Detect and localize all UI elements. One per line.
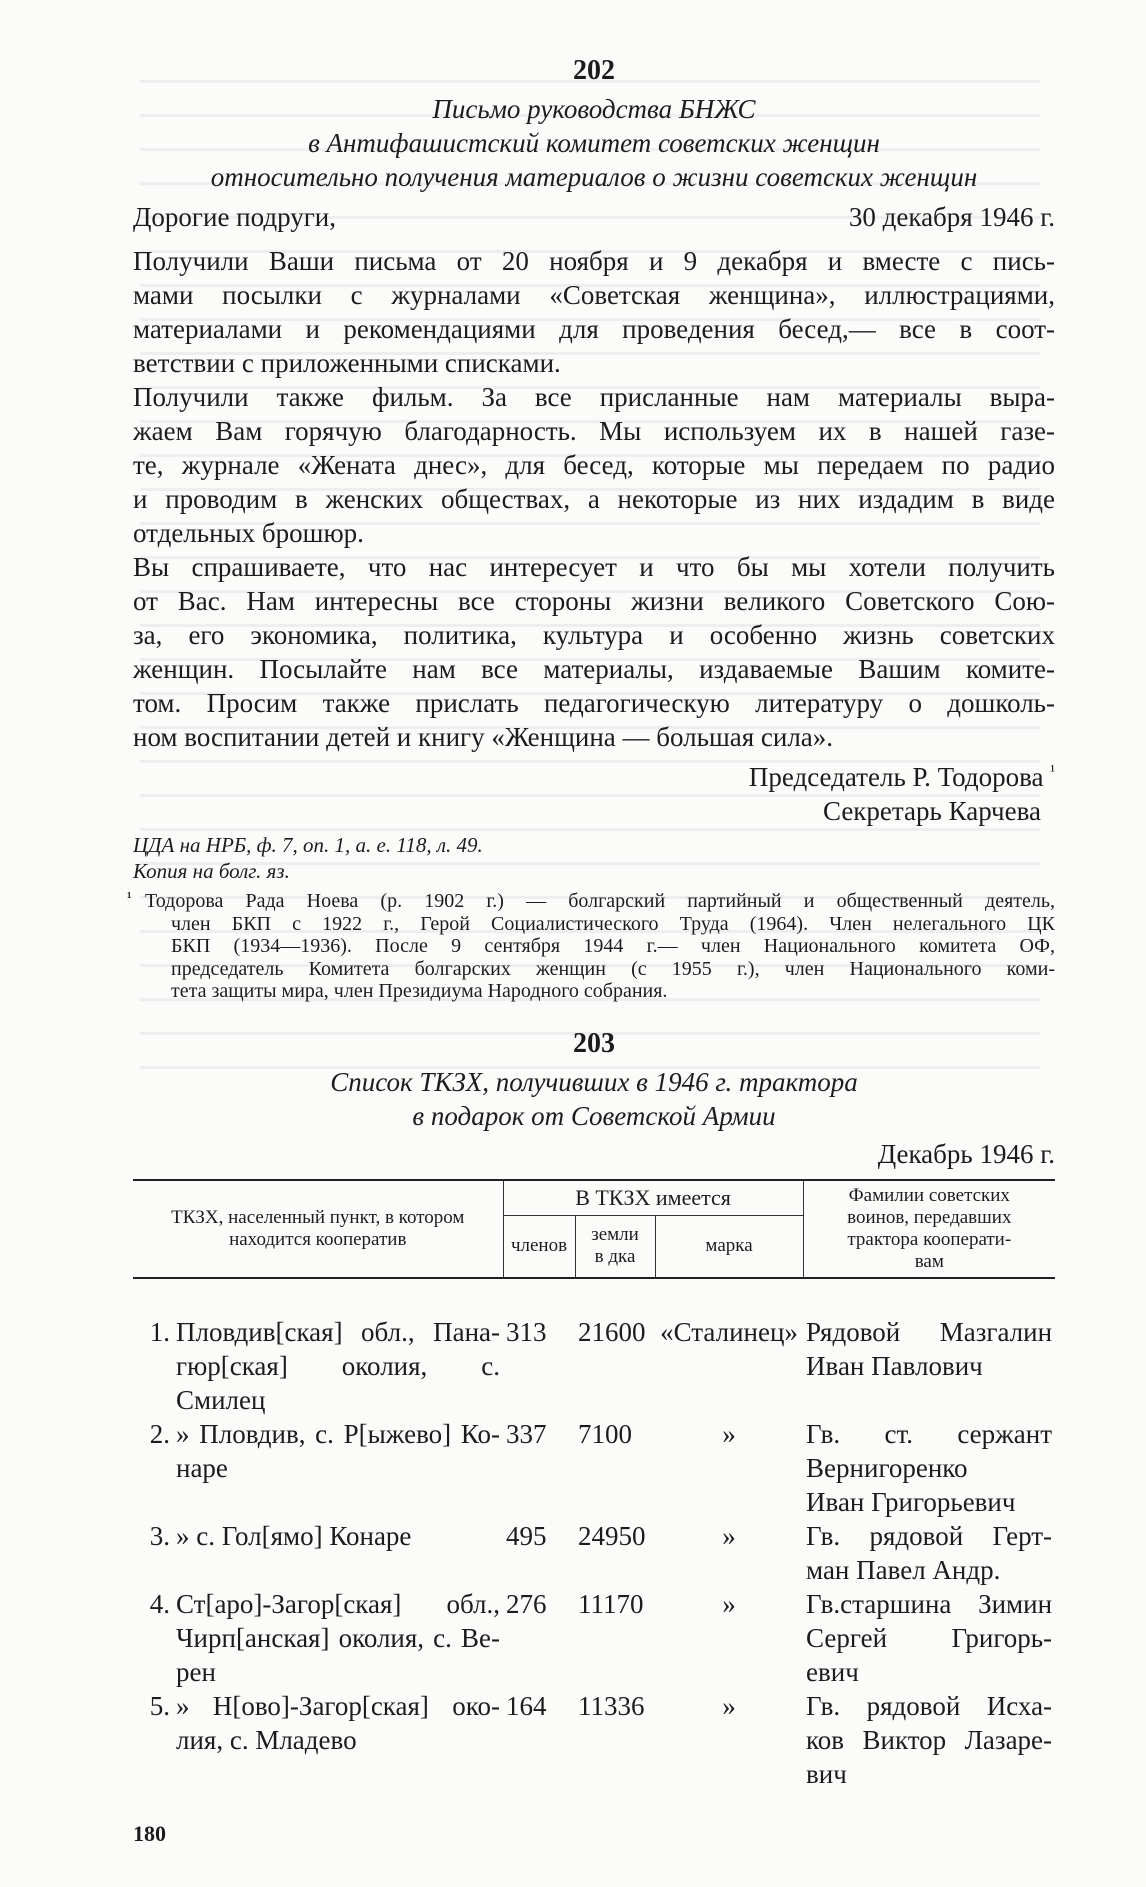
cell-land: 7100	[578, 1418, 633, 1449]
cell-brand: »	[722, 1418, 736, 1449]
cell-place	[173, 1278, 503, 1417]
header-place: ТКЗХ, населенный пункт, в котором находится кооператив	[171, 1206, 465, 1250]
cell-land: 21600	[578, 1316, 646, 1347]
soldier-line: Гв. ст. сержант	[806, 1418, 1053, 1449]
row-number: 2.	[149, 1418, 170, 1449]
paragraph-line: том. Просим также прислать педагогическую литературу о дошколь-	[133, 688, 1055, 718]
cell-land: 11336	[578, 1690, 645, 1721]
table-row	[133, 1587, 1055, 1689]
paragraph-line: за, его экономика, политика, культура и особенно жизнь советских	[133, 620, 1055, 650]
paragraph-line: Получили также фильм. За все присланные нам материалы выра-	[133, 382, 1055, 412]
signatures	[133, 760, 1055, 828]
title-line: в подарок от Советской Армии	[412, 1100, 776, 1131]
place-line: Ст[аро]-Загор[ская] обл.,	[176, 1588, 501, 1619]
footnote-line: Тодорова Рада Ноева (р. 1902 г.) — болгарский партийный и общественный деятель,	[145, 890, 1055, 912]
footnote	[127, 890, 1055, 1003]
row-number: 5.	[149, 1690, 170, 1721]
document-title	[133, 1065, 1055, 1133]
cell-land: 11170	[578, 1588, 644, 1619]
soldier-line: Иван Павлович	[806, 1350, 983, 1381]
footnote-line: председатель Комитета болгарских женщин (с 1955 г.), член Национального коми-	[171, 957, 1055, 980]
paragraph-line: от Вас. Нам интересны все стороны жизни великого Советского Сою-	[133, 586, 1055, 616]
cell-soldier	[803, 1278, 1055, 1417]
cell-members: 164	[506, 1690, 547, 1721]
cell-members: 313	[506, 1316, 547, 1347]
title-line: относительно получения материалов о жизни советских женщин	[210, 162, 978, 192]
signature-chair: Председатель Р. Тодорова $^{^1}$	[748, 762, 1055, 792]
title-line: Письмо руководства БНЖС	[432, 94, 756, 124]
soldier-line: Рядовой Мазгалин	[806, 1316, 1053, 1347]
letter-header	[133, 200, 1055, 234]
cell-brand: »	[722, 1588, 736, 1619]
paragraph-line: женщин. Посылайте нам все материалы, издаваемые Вашим комите-	[133, 654, 1055, 684]
paragraph-line: отдельных брошюр.	[133, 518, 364, 548]
paragraph-line: Вы спрашиваете, что нас интересует и что бы мы хотели получить	[133, 552, 1055, 582]
cell-soldier	[803, 1417, 1055, 1519]
document-title	[133, 92, 1055, 194]
soldier-line: ман Павел Андр.	[806, 1554, 1001, 1585]
archive-line: ЦДА на НРБ, ф. 7, оп. 1, а. е. 118, л. 49.	[133, 833, 483, 857]
cell-place	[173, 1519, 503, 1587]
header-land: земли в дка	[575, 1216, 655, 1278]
paragraph-line: ном воспитании детей и книгу «Женщина — большая сила».	[133, 722, 834, 752]
cell-brand: «Сталинец»	[660, 1316, 798, 1347]
table-row	[133, 1278, 1055, 1417]
archive-reference	[133, 832, 1055, 884]
salutation: Дорогие подруги,	[133, 202, 337, 232]
soldier-line: Вернигоренко	[806, 1452, 968, 1483]
tractor-table	[133, 1179, 1055, 1791]
header-brand: марка	[655, 1216, 803, 1278]
archive-line: Копия на болг. яз.	[133, 859, 290, 883]
place-line: наре	[176, 1452, 228, 1483]
soldier-line: Гв. рядовой Исха-	[806, 1690, 1053, 1721]
header-group: В ТКЗХ имеется	[503, 1180, 803, 1216]
place-line: » Пловдив, с. Р[ыжево] Ко-	[176, 1418, 501, 1449]
place-line: рен	[176, 1656, 216, 1687]
footnote-line: тета защиты мира, член Президиума Народного собрания.	[171, 980, 668, 1002]
soldier-line: Иван Григорьевич	[806, 1486, 1016, 1517]
cell-place	[173, 1417, 503, 1519]
cell-place	[173, 1587, 503, 1689]
footnote-line: член БКП с 1922 г., Герой Социалистического Труда (1964). Член нелегального ЦК	[171, 912, 1055, 935]
row-number: 4.	[149, 1588, 170, 1619]
cell-place	[173, 1689, 503, 1791]
letter-date: 30 декабря 1946 г.	[848, 202, 1055, 232]
paragraph-line: ветствии с приложенными списками.	[133, 348, 561, 378]
table-row	[133, 1689, 1055, 1791]
footnote-line: БКП (1934—1936). После 9 сентября 1944 г.— член Национального комитета ОФ,	[171, 935, 1055, 957]
soldier-line: евич	[806, 1656, 859, 1687]
page-number: 180	[133, 1820, 166, 1846]
place-line: Чирп[анская] околия, с. Ве-	[176, 1622, 501, 1653]
cell-land: 24950	[578, 1520, 646, 1551]
table-row	[133, 1417, 1055, 1519]
title-line: в Антифашистский комитет советских женщин	[308, 128, 880, 158]
soldier-line: Гв.старшина Зимин	[806, 1588, 1053, 1619]
place-line: лия, с. Младево	[176, 1724, 357, 1755]
list-date: Декабрь 1946 г.	[877, 1138, 1055, 1169]
letter-body	[133, 244, 1055, 754]
title-line: Список ТКЗХ, получивших в 1946 г. трактора	[330, 1066, 858, 1097]
paragraph-line: те, журнале «Жената днес», для бесед, которые мы передаем по радио	[133, 450, 1055, 480]
cell-members: 337	[506, 1418, 547, 1449]
paragraph-line: Получили Ваши письма от 20 ноября и 9 декабря и вместе с пись-	[133, 246, 1055, 276]
soldier-line: Гв. рядовой Герт-	[806, 1520, 1053, 1551]
paragraph-line: и проводим в женских обществах, а некоторые из них издадим в виде	[133, 484, 1055, 514]
header-members: членов	[503, 1216, 575, 1278]
document-number: 202	[573, 55, 615, 86]
cell-members: 495	[506, 1520, 547, 1551]
soldier-line: Сергей Григорь-	[806, 1622, 1053, 1653]
soldier-line: ков Виктор Лазаре-	[806, 1724, 1053, 1755]
place-line: гюр[ская] околия, с. Смилец	[176, 1350, 501, 1415]
cell-soldier	[803, 1519, 1055, 1587]
table-row	[133, 1519, 1055, 1587]
place-line: » Н[ово]-Загор[ская] око-	[176, 1690, 501, 1721]
row-number: 1.	[149, 1316, 170, 1347]
paragraph-line: жаем Вам горячую благодарность. Мы используем их в нашей газе-	[133, 416, 1055, 446]
cell-brand: »	[722, 1520, 736, 1551]
cell-soldier	[803, 1587, 1055, 1689]
footnote-mark: ¹	[127, 890, 132, 906]
paragraph-line: материалами и рекомендациями для проведения бесед,— все в соот-	[133, 314, 1055, 344]
table-body	[133, 1278, 1055, 1791]
place-line: Пловдив[ская] обл., Пана-	[176, 1316, 501, 1347]
cell-soldier	[803, 1689, 1055, 1791]
header-soldiers: Фамилии советских воинов, передавших трактора кооперати- вам	[803, 1180, 1055, 1278]
cell-brand: »	[722, 1690, 736, 1721]
document-number: 203	[573, 1027, 615, 1059]
paragraph-line: мами посылки с журналами «Советская женщина», иллюстрациями,	[133, 280, 1055, 310]
soldier-line: вич	[806, 1758, 847, 1789]
signature-secretary: Секретарь Карчева	[822, 796, 1041, 826]
cell-members: 276	[506, 1588, 547, 1619]
place-line: » с. Гол[ямо] Конаре	[176, 1520, 412, 1551]
row-number: 3.	[149, 1520, 170, 1551]
